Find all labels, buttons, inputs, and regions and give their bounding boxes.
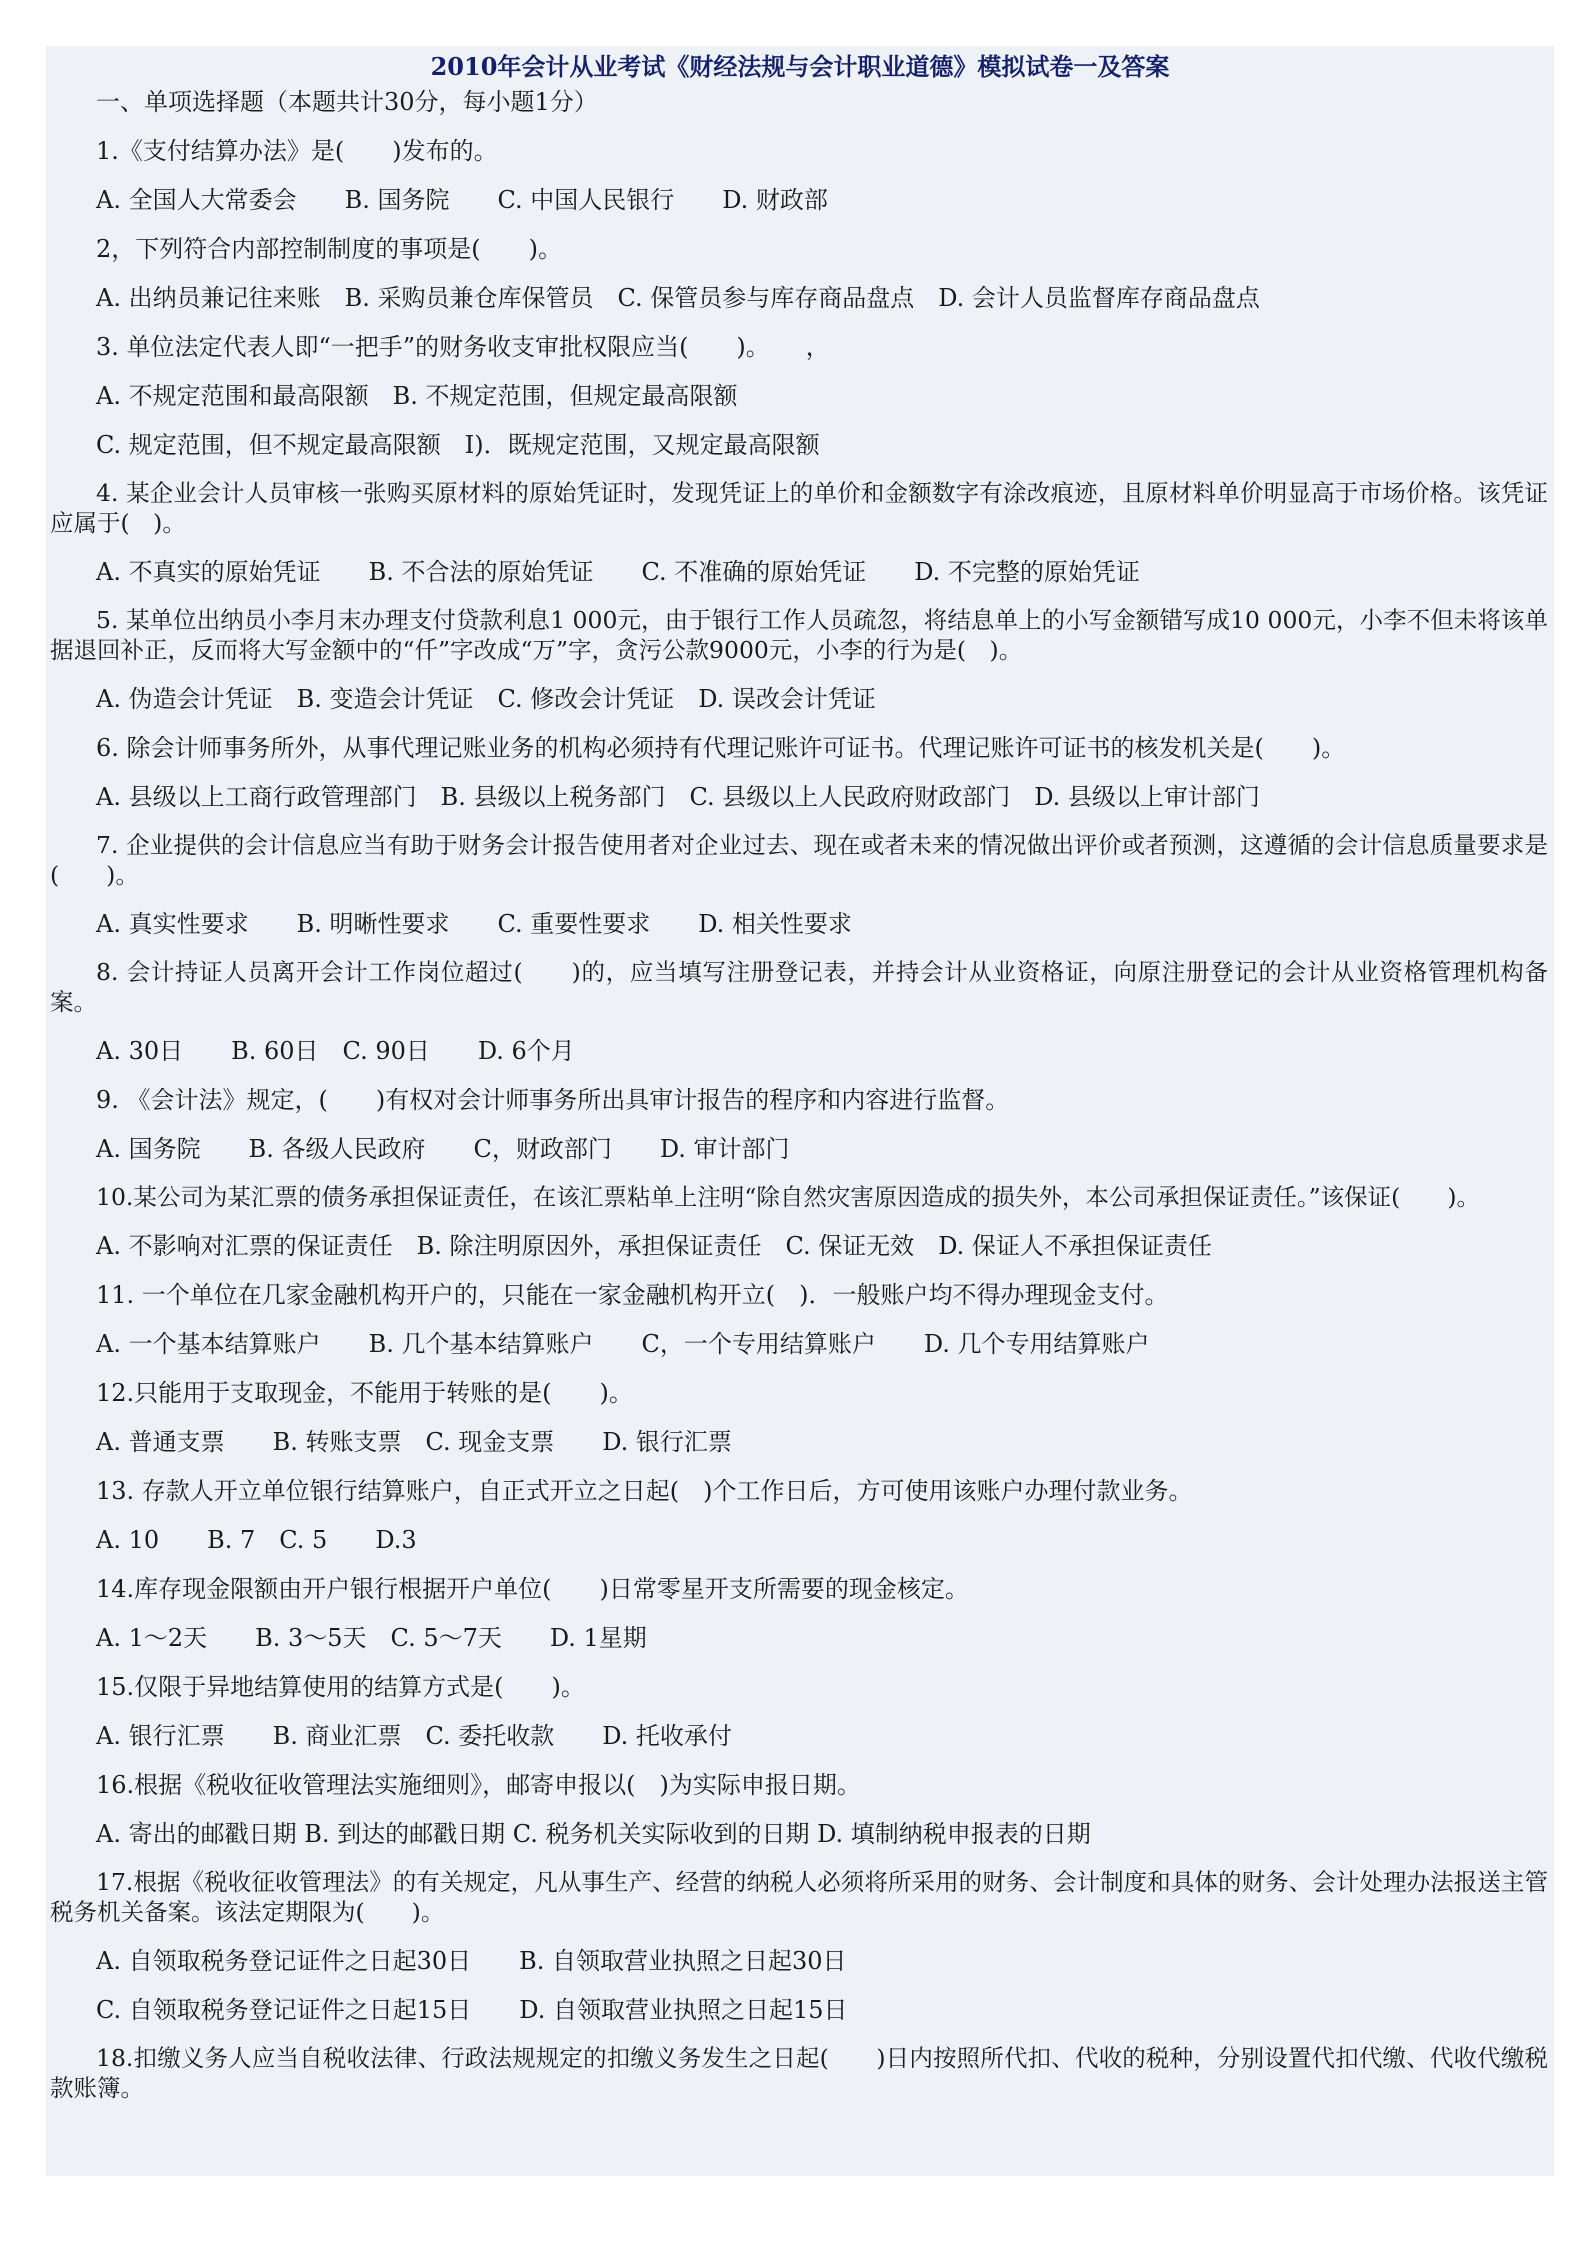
text-line: 16.根据《税收征收管理法实施细则》，邮寄申报以( )为实际申报日期。	[96, 1771, 861, 1799]
text-line: 17.根据《税收征收管理法》的有关规定，凡从事生产、经营的纳税人必须将所采用的财务、会计制度和具体的财务、会计处理办法报送主管税务机关备案。该法定期限为( )。	[50, 1868, 1548, 1926]
document-title: 2010年会计从业考试《财经法规与会计职业道德》模拟试卷一及答案	[430, 52, 1170, 81]
text-line: 7. 企业提供的会计信息应当有助于财务会计报告使用者对企业过去、现在或者未来的情况做出评价或者预测，这遵循的会计信息质量要求是( )。	[50, 831, 1548, 889]
text-line: A. 不影响对汇票的保证责任 B. 除注明原因外，承担保证责任 C. 保证无效 D. 保证人不承担保证责任	[96, 1232, 1212, 1260]
text-line: 11. 一个单位在几家金融机构开户的，只能在一家金融机构开立( )．一般账户均不得办理现金支付。	[96, 1281, 1169, 1309]
text-line: 12.只能用于支取现金，不能用于转账的是( )。	[96, 1379, 633, 1407]
text-line: A. 出纳员兼记往来账 B. 采购员兼仓库保管员 C. 保管员参与库存商品盘点 D. 会计人员监督库存商品盘点	[96, 284, 1260, 312]
text-line: A. 伪造会计凭证 B. 变造会计凭证 C. 修改会计凭证 D. 误改会计凭证	[96, 685, 876, 713]
text-line: 1.《支付结算办法》是( )发布的。	[96, 137, 498, 165]
text-line: 4. 某企业会计人员审核一张购买原材料的原始凭证时，发现凭证上的单价和金额数字有涂改痕迹，且原材料单价明显高于市场价格。该凭证应属于( )。	[50, 479, 1548, 537]
text-line: 5. 某单位出纳员小李月末办理支付贷款利息1 000元，由于银行工作人员疏忽，将结息单上的小写金额错写成10 000元，小李不但未将该单据退回补正，反而将大写金额中的“仟”字改成“万”字，贪污公款9000元，小李的行为是( )。	[50, 606, 1548, 664]
text-line: A. 1～2天 B. 3～5天 C. 5～7天 D. 1星期	[96, 1624, 647, 1652]
section-heading: 一、单项选择题（本题共计30分，每小题1分）	[96, 88, 598, 116]
text-line: 8. 会计持证人员离开会计工作岗位超过( )的，应当填写注册登记表，并持会计从业资格证，向原注册登记的会计从业资格管理机构备案。	[50, 958, 1548, 1016]
text-line: C. 规定范围，但不规定最高限额 I)．既规定范围，又规定最高限额	[96, 431, 820, 459]
document-content	[46, 86, 1554, 2103]
text-line: 10.某公司为某汇票的债务承担保证责任，在该汇票粘单上注明“除自然灾害原因造成的损失外，本公司承担保证责任。”该保证( )。	[96, 1183, 1480, 1211]
text-line: 18.扣缴义务人应当自税收法律、行政法规规定的扣缴义务发生之日起( )日内按照所代扣、代收的税种，分别设置代扣代缴、代收代缴税款账簿。	[50, 2044, 1548, 2102]
text-line: A. 普通支票 B. 转账支票 C. 现金支票 D. 银行汇票	[96, 1428, 732, 1456]
text-line: A. 全国人大常委会 B. 国务院 C. 中国人民银行 D. 财政部	[96, 186, 828, 214]
text-line: 3. 单位法定代表人即“一把手”的财务收支审批权限应当( )。 ，	[96, 333, 830, 361]
text-line: A. 一个基本结算账户 B. 几个基本结算账户 C，一个专用结算账户 D. 几个专用结算账户	[96, 1330, 1150, 1358]
text-line: A. 银行汇票 B. 商业汇票 C. 委托收款 D. 托收承付	[96, 1722, 732, 1750]
question-list	[50, 135, 1548, 2103]
text-line: 2，下列符合内部控制制度的事项是( )。	[96, 235, 562, 263]
document-page	[46, 46, 1554, 2176]
text-line: C. 自领取税务登记证件之日起15日 D. 自领取营业执照之日起15日	[96, 1996, 848, 2024]
text-line: 14.库存现金限额由开户银行根据开户单位( )日常零星开支所需要的现金核定。	[96, 1575, 969, 1603]
text-line: A. 自领取税务登记证件之日起30日 B. 自领取营业执照之日起30日	[96, 1947, 847, 1975]
text-line: A. 不规定范围和最高限额 B. 不规定范围，但规定最高限额	[96, 382, 738, 410]
text-line: A. 真实性要求 B. 明晰性要求 C. 重要性要求 D. 相关性要求	[96, 910, 852, 938]
text-line: A. 县级以上工商行政管理部门 B. 县级以上税务部门 C. 县级以上人民政府财政部门 D. 县级以上审计部门	[96, 783, 1260, 811]
text-line: 9. 《会计法》规定，( )有权对会计师事务所出具审计报告的程序和内容进行监督。	[96, 1086, 1010, 1114]
text-line: A. 寄出的邮戳日期 B. 到达的邮戳日期 C. 税务机关实际收到的日期 D. 填制纳税申报表的日期	[96, 1820, 1091, 1848]
text-line: 13. 存款人开立单位银行结算账户，自正式开立之日起( )个工作日后，方可使用该账户办理付款业务。	[96, 1477, 1193, 1505]
text-line: A. 10 B. 7 C. 5 D.3	[96, 1526, 417, 1554]
text-line: 15.仅限于异地结算使用的结算方式是( )。	[96, 1673, 585, 1701]
text-line: A. 不真实的原始凭证 B. 不合法的原始凭证 C. 不准确的原始凭证 D. 不完整的原始凭证	[96, 558, 1140, 586]
text-line: 6. 除会计师事务所外，从事代理记账业务的机构必须持有代理记账许可证书。代理记账许可证书的核发机关是( )。	[96, 734, 1346, 762]
text-line: A. 国务院 B. 各级人民政府 C，财政部门 D. 审计部门	[96, 1135, 790, 1163]
text-line: A. 30日 B. 60日 C. 90日 D. 6个月	[96, 1037, 575, 1065]
